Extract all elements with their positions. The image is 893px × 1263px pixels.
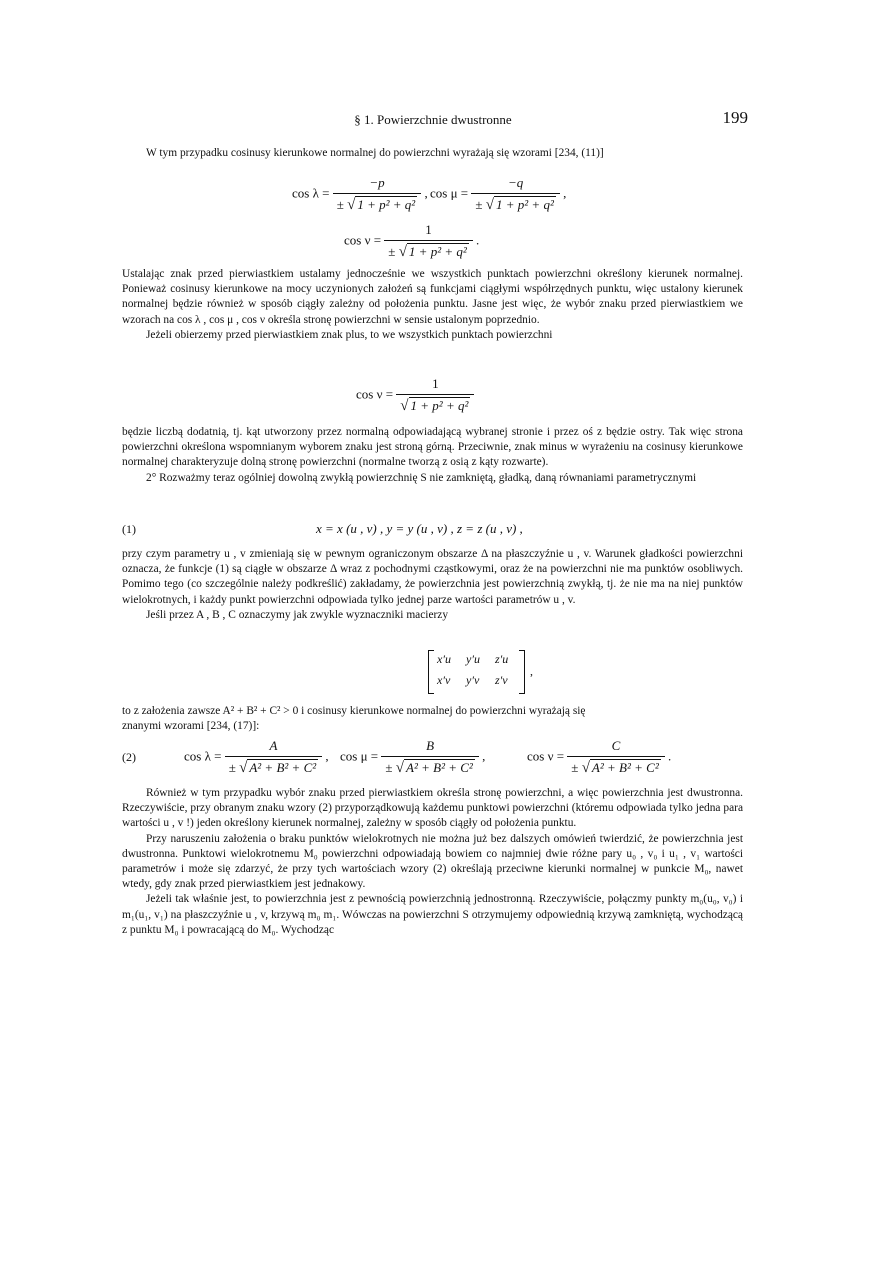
fraction: $\frac{-p}{\text{± √ 1 + p² + q²}}$ (333, 175, 421, 214)
page-number: 199 (722, 108, 748, 127)
matrix-cell: z′u (495, 652, 509, 666)
fraction: $\frac{1}{\text{± √ 1 + p² + q²}}$ (384, 222, 472, 261)
equation-2-cos-lambda: cos λ = $\frac{A}{\text{± √ A² + B² + C²}}$ , (184, 738, 329, 776)
formula-lhs: cos ν = (527, 748, 565, 764)
paragraph-11-text: Jeżeli tak właśnie jest, to powierzchnia jest z pewnością powierzchnią jednostronną. Rzeczywiście, połączmy punkty m₀(u₀, v₀) i m₁(u₁, v₁) na płaszczyźnie u , v, krzywą m₀ m₁. Wówczas na powierzchni S otrzymujemy odpowiednią krzywą zamkniętą, wychodzącą z punktu M₀ i powracającą do M₀. Wychodząc (122, 893, 743, 936)
formula-cos-lambda: cos λ = $\frac{-p}{\text{± √ 1 + p² + q²}}$ , (292, 175, 428, 213)
formula-lhs: cos μ = (430, 185, 469, 201)
denominator: A² + B² + C² (406, 760, 473, 775)
paragraph-9-text: Również w tym przypadku wybór znaku przed pierwiastkiem określa stronę powierzchni, a więc powierzchnia jest dwustronna. Rzeczywiście, przy obranym znaku wzory (2) przyporządkowują każdemu punktowi powierzchni (któremu odpowiada tylko jedna para wartości u , v !) jeden określony kierunek normalnej, zależny w sposób ciągły od położenia punktu. (122, 787, 743, 830)
matrix-cell: y′v (466, 673, 480, 687)
equation-2-cos-mu: cos μ = $\frac{B}{\text{± √ A² + B² + C²}}$ , (340, 738, 486, 776)
matrix-cell: x′u (437, 652, 451, 666)
plus-minus: ± (336, 197, 344, 212)
fraction: $\frac{C}{\text{± √ A² + B² + C²}}$ (567, 738, 664, 777)
equation-1: x = x (u , v) , y = y (u , v) , z = z (u , v) , (316, 521, 523, 536)
matrix-cell: y′u (466, 652, 480, 666)
numerator: 1 (396, 376, 474, 395)
paragraph-8-line-2: znanymi wzorami [234, (17)]: (122, 720, 260, 733)
fraction: $\frac{-q}{\text{± √ 1 + p² + q²}}$ (471, 175, 559, 214)
plus-minus: ± (388, 244, 396, 259)
fraction: $\frac{A}{\text{± √ A² + B² + C²}}$ (225, 738, 322, 777)
section-title: § 1. Powierzchnie dwustronne (354, 112, 512, 127)
paragraph-8-line-1: to z założenia zawsze A² + B² + C² > 0 i cosinusy kierunkowe normalnej do powierzchni wyrażają się (122, 705, 586, 717)
matrix-left-bracket (428, 650, 434, 694)
paragraph-1-text: W tym przypadku cosinusy kierunkowe normalnej do powierzchni wyrażają się wzorami [234, (11)] (146, 147, 604, 159)
formula-cos-nu-positive (356, 376, 474, 415)
paragraph-2-text: Ustalając znak przed pierwiastkiem ustalamy jednocześnie we wszystkich punktach powierzchni określony kierunek normalnej. Ponieważ cosinusy kierunkowe na mocy uczynionych założeń są funkcjami ciągłymi współrzędnych punktu, więc ustalony kierunek normalnej będzie również w sposób ciągły zależny od położenia punktu. Jasne jest więc, że wybór znaku przed pierwiastkiem we wzorach na cos λ , cos μ , cos ν określa stronę powierzchni w sensie ustalonym poprzednio. (122, 268, 743, 326)
plus-minus: ± (475, 197, 483, 212)
equation-2-label: (2) (122, 750, 136, 764)
denominator: A² + B² + C² (249, 760, 317, 775)
paragraph-1 (122, 146, 743, 161)
denominator: 1 + p² + q² (357, 197, 416, 212)
formula-lhs: cos λ = (292, 185, 330, 201)
numerator: A (225, 738, 322, 757)
paragraph-7-text: Jeśli przez A , B , C oznaczymy jak zwykle wyznaczniki macierzy (146, 608, 449, 621)
matrix-comma: , (530, 664, 533, 678)
paragraph-6-text: przy czym parametry u , v zmieniają się w pewnym ograniczonym obszarze Δ na płaszczyźnie u , v. Warunek gładkości powierzchni oznacza, że funkcje (1) są ciągłe w obszarze Δ wraz z pochodnymi cząstkowymi, oraz że na powierzchni nie ma punktów osobliwych. Pomimo tego (co szczególnie należy podkreślić) zakładamy, że powierzchnia jest powierzchnią zwykłą, tj. że nie ma na niej punktów wielokrotnych, i każdy punkt powierzchni odpowiada tylko jednej parze wartości parametrów u , v. (122, 548, 743, 606)
fraction: $\frac{B}{\text{± √ A² + B² + C²}}$ (381, 738, 478, 777)
equation-1-label: (1) (122, 522, 136, 536)
numerator: −p (333, 175, 421, 194)
denominator: 1 + p² + q² (496, 197, 554, 212)
formula-cos-mu: cos μ = $\frac{-q}{\text{± √ 1 + p² + q²}}$ , (430, 175, 567, 213)
numerator: C (567, 738, 664, 757)
paragraph-4-text: będzie liczbą dodatnią, tj. kąt utworzony przez normalną odpowiadającą wybranej stronie i przez oś z będzie ostry. Tak więc strona powierzchni określona wspomnianym wyborem znaku jest stroną górną. Przeciwnie, znak minus w wyrażeniu na cosinusy kierunkowe normalnej charakteryzuje dolną stronę powierzchni (normalne tworzą z osią z kąty rozwarte). (122, 426, 743, 469)
numerator: 1 (384, 222, 472, 241)
denominator: 1 + p² + q² (408, 244, 467, 259)
paragraph-4 (122, 425, 743, 486)
plus-minus: ± (571, 760, 579, 775)
matrix-cell: z′v (495, 673, 508, 687)
plus-minus: ± (385, 760, 393, 775)
plus-minus: ± (228, 760, 236, 775)
formula-lhs: cos ν = (356, 386, 394, 402)
equation-2-cos-nu: cos ν = $\frac{C}{\text{± √ A² + B² + C²}}$ . (527, 738, 672, 776)
denominator: 1 + p² + q² (410, 398, 469, 413)
formula-lhs: cos μ = (340, 748, 379, 764)
paragraph-8 (122, 704, 743, 734)
numerator: −q (471, 175, 559, 194)
matrix-cell: x′v (437, 673, 451, 687)
paragraph-3-text: Jeżeli obierzemy przed pierwiastkiem znak plus, to we wszystkich punktach powierzchni (146, 328, 553, 341)
paragraph-6 (122, 547, 743, 623)
formula-lhs: cos λ = (184, 748, 222, 764)
paragraph-5-text: 2° Rozważmy teraz ogólniej dowolną zwykłą powierzchnię S nie zamkniętą, gładką, daną równaniami parametrycznymi (146, 471, 697, 484)
paragraph-9 (122, 786, 743, 938)
numerator: B (381, 738, 478, 757)
matrix-right-bracket (519, 650, 525, 694)
paragraph-2 (122, 267, 743, 343)
running-header (148, 108, 748, 132)
fraction: $\frac{1}{\text{√ 1 + p² + q²}}$ (396, 376, 474, 415)
paragraph-10-text: Przy naruszeniu założenia o braku punktów wielokrotnych nie można już bez dalszych omówień twierdzić, że powierzchnia jest dwustronna. Punktowi wielokrotnemu M₀ powierzchni odpowiadają bowiem co najmniej dwie różne pary u₀ , v₀ i u₁ , v₁ wartości parametrów i może się zdarzyć, że przy tych wartościach wzory (2) określają przeciwne kierunki normalnej w punkcie M₀, nawet wtedy, gdy znak przed pierwiastkiem jest jednakowy. (122, 832, 743, 891)
denominator: A² + B² + C² (591, 760, 659, 775)
formula-lhs: cos ν = (344, 232, 382, 248)
formula-cos-nu: cos ν = $\frac{1}{\text{± √ 1 + p² + q²}}$ . (344, 222, 480, 260)
